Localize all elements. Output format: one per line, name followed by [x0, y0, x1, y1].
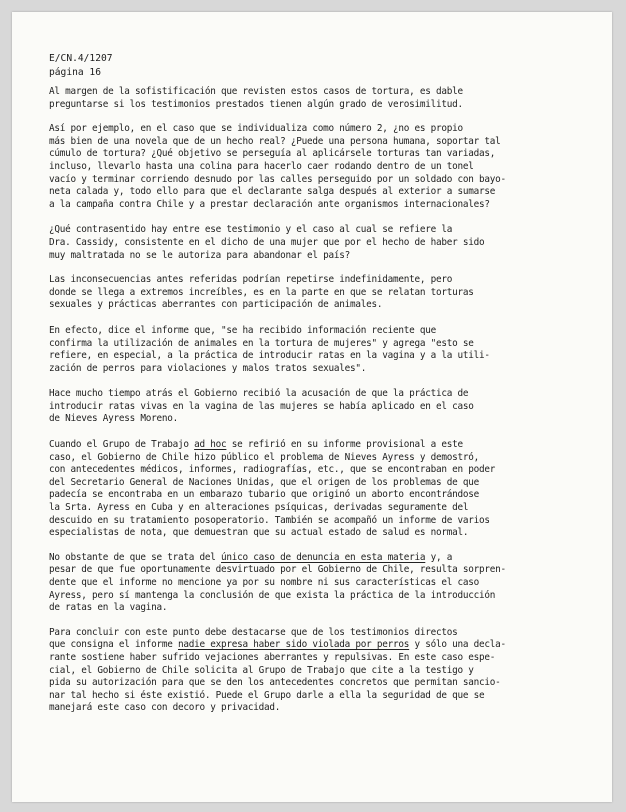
page-header [49, 52, 113, 80]
text-run: Dra. Cassidy, consistente en el dicho de una mujer que por el hecho de haber sido [49, 236, 485, 248]
text-run: caso, el Gobierno de Chile hizo público el problema de Nieves Ayress y demostró, [49, 451, 480, 463]
text-line [49, 690, 573, 703]
paragraph [49, 123, 573, 211]
text-run: confirma la utilización de animales en la tortura de mujeres" y agrega "esto se [49, 337, 474, 349]
text-line [49, 199, 573, 212]
text-line [49, 123, 573, 136]
text-run: dente que el informe no mencione ya por su nombre ni sus características el caso [49, 577, 480, 588]
text-line [49, 602, 573, 615]
text-line [49, 552, 573, 565]
document-symbol: E/CN.4/1207 [49, 53, 113, 64]
text-line [49, 527, 573, 540]
text-run: preguntarse si los testimonios prestados tienen algún grado de verosimilitud. [49, 98, 463, 110]
text-line [49, 477, 573, 490]
text-line [49, 250, 573, 263]
text-line [49, 224, 573, 237]
text-run: la Srta. Ayress en Cuba y en alteraciones psíquicas, derivadas seguramente del [49, 502, 469, 514]
text-line [49, 388, 573, 401]
text-run: Cuando el Grupo de Trabajo [49, 439, 195, 451]
text-run: pida su autorización para que se den los antecedentes concretos que permitan sancio- [49, 677, 501, 689]
text-run: nar tal hecho si éste existió. Puede el Grupo darle a ella la seguridad de que se [49, 689, 485, 701]
page-number: página 16 [49, 67, 101, 78]
text-line [49, 627, 573, 640]
paragraph [49, 86, 573, 111]
paragraph [49, 552, 573, 615]
text-run: de ratas en la vagina. [49, 602, 168, 614]
text-run: que consigna el informe [49, 639, 179, 651]
text-line [49, 274, 573, 287]
text-line [49, 564, 573, 577]
paragraph [49, 274, 573, 312]
text-line [49, 665, 573, 678]
text-line [49, 439, 573, 452]
text-run: y sólo una decla- [409, 639, 506, 651]
text-run: pesar de que fue oportunamente desvirtuado por el Gobierno de Chile, resulta sorpren- [49, 564, 506, 576]
text-run: No obstante de que se trata del [49, 551, 222, 563]
text-run: incluso, llevarlo hasta una colina para hacerlo caer rodando dentro de un tonel [49, 160, 474, 172]
text-run: donde se llega a extremos increíbles, es en la parte en que se relatan torturas [49, 286, 474, 298]
text-run: cial, el Gobierno de Chile solicita al Grupo de Trabajo que cite a la testigo y [49, 664, 474, 676]
text-line [49, 489, 573, 502]
text-line [49, 299, 573, 312]
text-run: padecía se encontraba en un embarazo tubario que originó un aborto encontrándose [49, 489, 480, 501]
text-run: se refirió en su informe provisional a este [226, 439, 463, 451]
text-line [49, 338, 573, 351]
document-body [49, 86, 573, 715]
paragraph [49, 627, 573, 715]
text-line [49, 652, 573, 665]
text-line [49, 86, 573, 99]
underlined-text: ad hoc [194, 439, 227, 451]
text-line [49, 161, 573, 174]
text-line [49, 401, 573, 414]
text-run: a la campaña contra Chile y a prestar declaración ante organismos internacionales? [49, 198, 490, 210]
text-line [49, 363, 573, 376]
text-line [49, 464, 573, 477]
text-run: y, a [425, 551, 453, 563]
text-run: Hace mucho tiempo atrás el Gobierno recibió la acusación de que la práctica de [49, 388, 469, 400]
text-run: Las inconsecuencias antes referidas podrían repetirse indefinidamente, pero [49, 274, 453, 286]
text-run: Para concluir con este punto debe destacarse que de los testimonios directos [49, 626, 458, 638]
text-line [49, 702, 573, 715]
text-line [49, 452, 573, 465]
text-line [49, 237, 573, 250]
text-line [49, 350, 573, 363]
document-page [12, 12, 612, 802]
text-line [49, 186, 573, 199]
text-run: del Secretario General de Naciones Unidas, que el origen de los problemas de que [49, 476, 480, 488]
text-line [49, 577, 573, 590]
paragraph [49, 325, 573, 375]
text-line [49, 413, 573, 426]
text-line [49, 287, 573, 300]
text-line [49, 148, 573, 161]
text-line [49, 99, 573, 112]
text-line [49, 515, 573, 528]
text-run: cúmulo de tortura? ¿Qué objetivo se perseguía al aplicársele torturas tan variadas, [49, 148, 496, 160]
text-run: rante sostiene haber sufrido vejaciones aberrantes y repulsivas. En este caso espe- [49, 651, 496, 663]
text-run: neta calada y, todo ello para que el declarante salga después al exterior a sumarse [49, 186, 496, 198]
text-run: más bien de una novela que de un hecho real? ¿Puede una persona humana, soportar tal [49, 135, 501, 147]
paragraph [49, 224, 573, 262]
text-run: de Nieves Ayress Moreno. [49, 413, 179, 425]
text-run: zación de perros para violaciones y malos tratos sexuales". [49, 362, 367, 374]
text-run: Al margen de la sofistificación que revisten estos casos de tortura, es dable [49, 86, 463, 97]
text-run: En efecto, dice el informe que, "se ha recibido información reciente que [49, 324, 437, 336]
text-run: sexuales y prácticas aberrantes con participación de animales. [49, 299, 383, 311]
text-line [49, 174, 573, 187]
underlined-text: único caso de denuncia en esta materia [221, 551, 426, 563]
text-line [49, 136, 573, 149]
underlined-text: nadie expresa haber sido violada por perros [178, 639, 410, 651]
text-run: con antecedentes médicos, informes, radiografías, etc., que se encontraban en poder [49, 464, 496, 476]
text-line [49, 590, 573, 603]
text-run: muy maltratada no se le autoriza para abandonar el país? [49, 249, 351, 261]
text-line [49, 639, 573, 652]
paragraph [49, 388, 573, 426]
text-line [49, 677, 573, 690]
text-run: especialistas de nota, que demuestran que su actual estado de salud es normal. [49, 527, 469, 539]
text-run: ¿Qué contrasentido hay entre ese testimonio y el caso al cual se refiere la [49, 224, 453, 236]
text-run: Así por ejemplo, en el caso que se individualiza como número 2, ¿no es propio [49, 123, 463, 135]
text-run: introducir ratas vivas en la vagina de las mujeres se había aplicado en el caso [49, 400, 474, 412]
text-line [49, 325, 573, 338]
text-run: vacío y terminar corriendo desnudo por las calles perseguido por un soldado con bayo- [49, 173, 506, 185]
text-run: descuido en su tratamiento posoperatorio. También se acompañó un informe de varios [49, 514, 490, 526]
text-line [49, 502, 573, 515]
text-run: refiere, en especial, a la práctica de introducir ratas en la vagina y a la utili- [49, 350, 490, 362]
text-run: Ayress, pero sí mantenga la conclusión de que exista la práctica de la introducción [49, 589, 496, 601]
paragraph [49, 439, 573, 540]
text-run: manejará este caso con decoro y privacidad. [49, 702, 281, 714]
